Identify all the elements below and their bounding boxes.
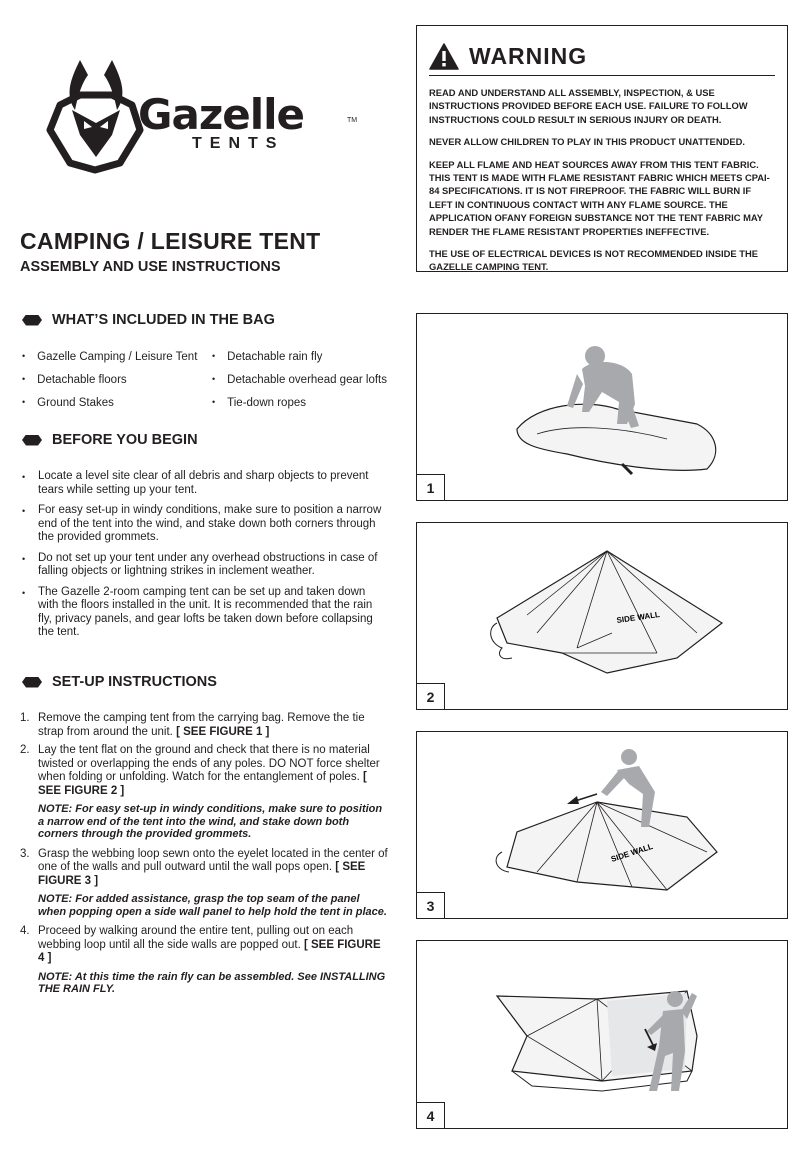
list-item: • Detachable rain fly [212,351,323,363]
logo-wordmark: Gazelle [138,90,305,139]
figure-2-illustration [417,523,787,709]
gazelle-logo [40,55,370,175]
list-item: • Gazelle Camping / Leisure Tent [22,351,198,363]
list-item: • Tie-down ropes [212,397,306,409]
setup-steps [20,712,390,1003]
step-note: NOTE: At this time the rain fly can be assembled. See INSTALLING THE RAIN FLY. [38,970,386,995]
list-item: • The Gazelle 2-room camping tent can be set up and taken down with the floors installed in the unit. It is recommended that the rain fly, privacy panels, and gear lofts be taken down before collapsing the tent. [22,585,373,638]
side-wall-label: SIDE WALL [616,610,661,625]
side-wall-label: SIDE WALL [609,841,655,864]
warning-paragraph: READ AND UNDERSTAND ALL ASSEMBLY, INSPECTION, & USE INSTRUCTIONS PROVIDED BEFORE EACH USE. FAILURE TO FOLLOW INSTRUCTIONS COULD RESULT IN SERIOUS INJURY OR DEATH. [429,87,748,125]
list-item: • Locate a level site clear of all debris and sharp objects to prevent tears while setting up your tent. [22,470,369,496]
page-subtitle: ASSEMBLY AND USE INSTRUCTIONS [20,259,281,275]
figure-number: 3 [417,892,445,918]
warning-box [416,25,788,272]
figure-1 [416,313,788,501]
warning-paragraph: NEVER ALLOW CHILDREN TO PLAY IN THIS PRODUCT UNATTENDED. [429,136,745,148]
figure-1-illustration [417,314,787,500]
figure-number: 4 [417,1102,445,1128]
before-list [22,470,382,647]
figure-3-illustration [417,732,787,918]
step-note: NOTE: For easy set-up in windy conditions, make sure to position a narrow end of the tent into the wind, and stake down both corners through the provided grommets. [38,803,383,840]
warning-header [429,42,775,76]
included-heading [22,312,275,328]
figure-2 [416,522,788,710]
gazelle-head-icon [40,55,150,175]
list-item: • For easy set-up in windy conditions, make sure to position a narrow end of the tent into the wind, and stake down both corners through the provided grommets. [22,504,382,543]
logo-subtitle: TENTS [192,135,285,152]
step-note: NOTE: For added assistance, grasp the top seam of the panel when popping open a side wall panel to help hold the tent in place. [38,893,387,918]
figure-3 [416,731,788,919]
figure-number: 1 [417,474,445,500]
warning-paragraph: THE USE OF ELECTRICAL DEVICES IS NOT RECOMMENDED INSIDE THE GAZELLE CAMPING TENT. [429,248,759,273]
hexagon-icon [22,315,42,326]
logo-trademark: TM [347,117,358,124]
step-4: 4. Proceed by walking around the entire tent, pulling out on each webbing loop until all the side walls are popped out. [ SEE FIGURE 4 ] [20,925,381,964]
setup-title: SET-UP INSTRUCTIONS [52,674,217,690]
before-title: BEFORE YOU BEGIN [52,432,198,448]
list-item: • Detachable floors [22,374,127,386]
step-2: 2. Lay the tent flat on the ground and check that there is no material twisted or overlapping the ends of any poles. DO NOT force shelter when folding or unfolding. Watch for the entanglement of poles. [ SEE FIGURE 2 ] [20,744,380,797]
before-heading [22,432,198,448]
included-title: WHAT’S INCLUDED IN THE BAG [52,312,275,328]
hexagon-icon [22,677,42,688]
page-title: CAMPING / LEISURE TENT [20,228,321,254]
warning-triangle-icon [429,43,459,70]
hexagon-icon [22,435,42,446]
list-item: • Detachable overhead gear lofts [212,374,387,386]
figure-number: 2 [417,683,445,709]
warning-paragraph: KEEP ALL FLAME AND HEAT SOURCES AWAY FROM THIS TENT FABRIC. THIS TENT IS MADE WITH FLAME RESISTANT FABRIC WHICH MEETS CPAI-84 SPECIFICATIONS. IT IS NOT FIREPROOF. THE FABRIC WILL BURN IF LEFT IN CONTINUOUS CONTACT WITH ANY FLAME SOURCE. THE APPLICATION OFANY FOREIGN SUBSTANCE NOT THE TENT FABRIC MAY RENDER THE FLAME RESISTANT PROPERTIES INEFFECTIVE. [429,158,770,237]
setup-heading [22,674,217,690]
list-item: • Do not set up your tent under any overhead obstructions in case of falling objects or lightning strikes in inclement weather. [22,551,378,577]
figure-4 [416,940,788,1129]
step-1: 1. Remove the camping tent from the carrying bag. Remove the tie strap from around the unit. [ SEE FIGURE 1 ] [20,712,365,738]
list-item: • Ground Stakes [22,397,114,409]
warning-title: WARNING [469,43,588,69]
step-3: 3. Grasp the webbing loop sewn onto the eyelet located in the center of one of the walls and pull outward until the wall pops open. [ SEE FIGURE 3 ] [20,847,388,887]
figure-4-illustration [417,941,787,1128]
